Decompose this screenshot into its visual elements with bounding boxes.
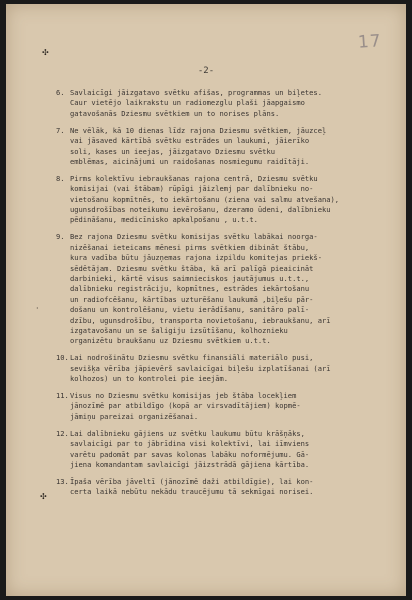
list-item [56, 429, 396, 471]
item-number: 11. [56, 391, 69, 401]
punch-mark-icon: · [36, 304, 39, 313]
item-number: 8. [56, 173, 65, 183]
punch-mark-icon: ✣ [42, 48, 49, 57]
list-item [56, 477, 396, 498]
item-number: 12. [56, 428, 69, 438]
item-text: Visus no Dziesmu svētku komisijas jeb štāba locekļiem jānozīmē par atbildīgo (kopā ar virsvadītājiem) kopmē- jāmiņu pareizai organizēšanai. [70, 391, 301, 421]
item-text: Bez rajona Dziesmu svētku komisijas svētku labākai noorga- nizēšanai ieteicams mēnesi pirms svētkiem dibināt štābu, kura vadība būtu jāuzņemas rajona izpildu komitejas priekš- sēdētājam. Dziesmu svētku štāba, kā arī palīgā pieaicināt darbinieki, kārtē visus saimnieciskos jautājumus u.t.t., dalībnieku registrāciju, kopmītnes, estrādes iekārtošanu un radiofcēšanu, kārtības uzturēšanu laukumā ,biļešu pār- došanu un kontrolēšanu, vietu ierādīšanu, sanitāro palī- dzību, ugunsdrošību, transporta novietošanu, iebraukšanu, arī izgatavošanu un se šaligiju izsūtīšanu, kolhoznieku organizētu braukšanu uz Dziesmu svētkiem u.t.t. [70, 232, 331, 346]
page-number: -2- [197, 66, 215, 76]
list-item [56, 174, 396, 226]
item-text: Īpaša vērība jāveltī (jānozīmē daži atbildīgie), lai kon- certa laikā nebūtu nekādu traucējumu tā sekmīgai norisei. [70, 476, 314, 497]
list-item [56, 88, 396, 119]
list-item [56, 353, 396, 384]
item-text: Ne vēlāk, kā 10 dienas līdz rajona Dziesmu svētkiem, jāuzceļ vai jāsaved kārtībā svētku estrādes un laukumi, jāierīko soli, kases un ieejas, jāizgatavo Dziesmu svētku emblēmas, aicinājumi un raidošanas nosmiegumu raidītāji. [70, 125, 327, 166]
item-text: Lai nodrošinātu Dziesmu svētku finansiāli materiālo pusi, sevišķa vērība jāpievērš savlaicīgai biļešu izplatīšanai (arī kolhozos) un to kontrolei pie ieejām. [70, 353, 331, 384]
document-page [6, 4, 406, 596]
item-number: 7. [56, 125, 65, 135]
item-number: 9. [56, 232, 65, 242]
item-number: 6. [56, 88, 65, 97]
item-text: Lai dalībnieku gājiens uz svētku laukumu būtu krāšņāks, savlaicīgi par to jābrīdina visi kolektīvi, lai iīmviens varētu padomāt par savas kolonas labāku noformējumu. Gā- jiena komandantam savlaicīgi jāizstrādā gājiena kārtība. [70, 428, 310, 469]
list-item [56, 391, 396, 422]
punch-mark-icon: ✣ [40, 492, 47, 501]
item-text: Savlaicīgi jāizgatavo svētku afišas, programmas un biļetes. Caur vietējo laikrakstu un radiomezglu plaši jāapgaismo gatavošanās Dziesmu svētkiem un to norises plāns. [70, 88, 322, 118]
item-text: Pirms kolektīvu iebraukšanas rajona centrā, Dziesmu svētku komisijai (vai štābam) rūpīgi jāizlemj par dalībnieku no- vietošanu kopmītnēs, to iekārtošanu (ziena vai salmu atvešana), ugunsdrošības noteikumu ievērošanu, dzeramo ūdeni, dalībnieku pēdināšanu, medicīnisko apkalpošanu , u.t.t. [70, 173, 340, 225]
handwritten-page-number: 17 [357, 31, 383, 53]
list-item [56, 232, 396, 346]
item-list [56, 88, 396, 504]
item-number: 10. [56, 353, 69, 363]
list-item [56, 126, 396, 168]
item-number: 13. [56, 476, 69, 486]
